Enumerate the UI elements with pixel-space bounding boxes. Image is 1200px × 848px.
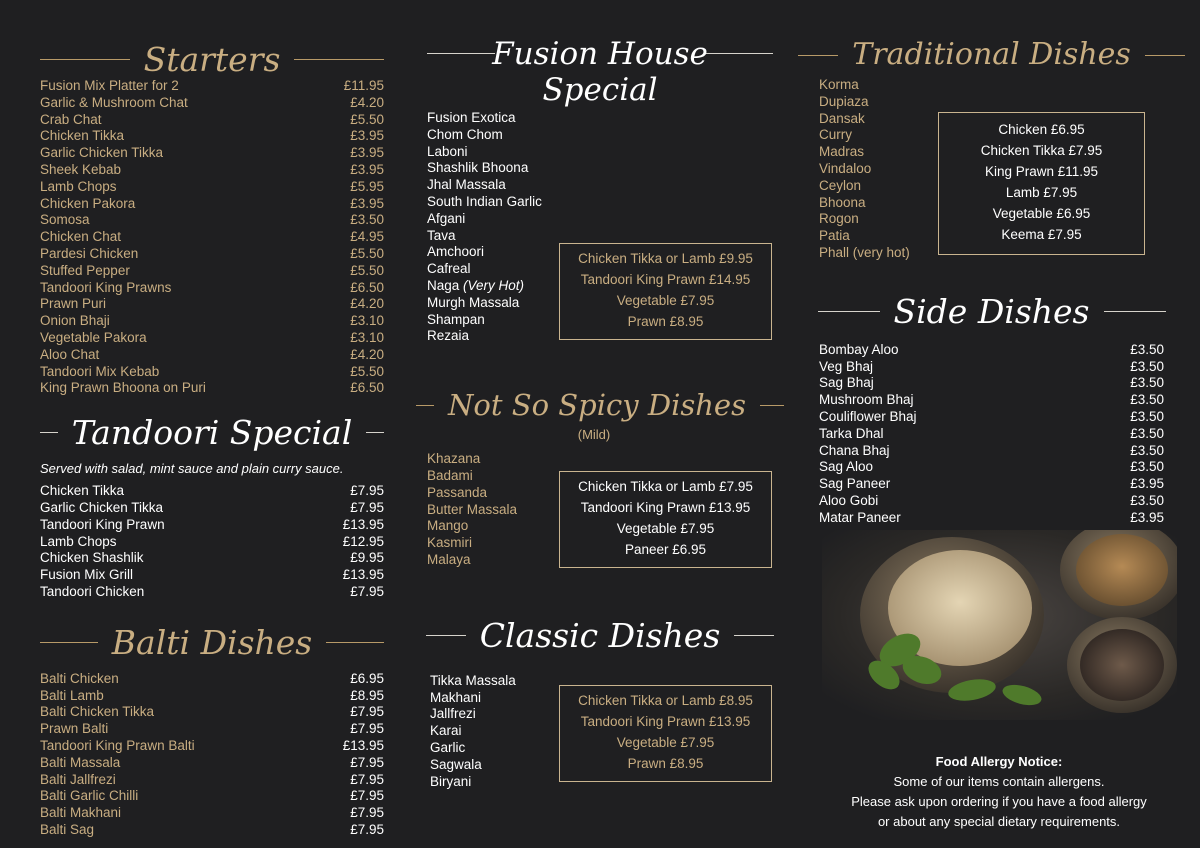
item-name: Chicken Shashlik <box>40 550 144 566</box>
divider <box>40 642 98 643</box>
menu-item: Chom Chom <box>427 126 503 142</box>
fusion-price-box <box>559 243 772 340</box>
menu-item <box>819 459 1164 476</box>
item-name: Sag Paneer <box>819 476 891 492</box>
menu-item: Bhoona <box>819 194 866 210</box>
naga-note: (Very Hot) <box>459 277 525 293</box>
item-price: £3.95 <box>350 128 384 144</box>
section-title: Tandoori Special <box>71 412 353 452</box>
item-price: £3.50 <box>1130 492 1164 508</box>
menu-item <box>819 426 1164 443</box>
item-price: £3.95 <box>350 161 384 177</box>
item-name: Balti Jallfrezi <box>40 771 116 787</box>
item-price: £5.50 <box>350 245 384 261</box>
menu-item: Malaya <box>427 551 471 567</box>
menu-item: Korma <box>819 77 859 92</box>
menu-item: Dansak <box>819 110 865 126</box>
item-name: Garlic & Mushroom Chat <box>40 94 188 110</box>
allergy-line: Please ask upon ordering if you have a food allergy <box>851 794 1147 809</box>
menu-item: Kasmiri <box>427 535 473 551</box>
item-price: £3.50 <box>1130 408 1164 424</box>
menu-item <box>40 128 384 145</box>
menu-item: Garlic <box>430 739 466 755</box>
price-line: Vegetable £7.95 <box>616 293 715 308</box>
divider <box>426 635 466 636</box>
menu-item <box>40 534 384 551</box>
price-line: Tandoori King Prawn £13.95 <box>580 500 751 515</box>
menu-item <box>40 212 384 229</box>
traditional-price-box <box>938 112 1145 255</box>
menu-item: Fusion Exotica <box>427 110 516 125</box>
item-price: £6.50 <box>350 380 384 396</box>
menu-item: Butter Massala <box>427 501 518 517</box>
price-line: Lamb £7.95 <box>1005 185 1078 200</box>
price-line: Tandoori King Prawn £14.95 <box>580 272 751 287</box>
item-price: £3.50 <box>1130 459 1164 475</box>
menu-item: Curry <box>819 127 852 143</box>
menu-item: Murgh Massala <box>427 294 520 310</box>
price-line: King Prawn £11.95 <box>984 164 1099 179</box>
item-name: Garlic Chicken Tikka <box>40 499 164 515</box>
menu-item <box>40 822 384 839</box>
menu-item <box>40 95 384 112</box>
item-name: Crab Chat <box>40 111 102 127</box>
section-title: Balti Dishes <box>111 623 313 663</box>
item-name: Sag Bhaj <box>819 375 874 391</box>
menu-item: Passanda <box>427 484 488 500</box>
sides-heading <box>819 284 1164 340</box>
price-line: Paneer £6.95 <box>624 542 707 557</box>
menu-item <box>40 145 384 162</box>
item-name: Somosa <box>40 212 90 228</box>
item-name: Chicken Tikka <box>40 483 125 499</box>
item-name: Matar Paneer <box>819 509 901 525</box>
allergy-notice <box>818 752 1180 832</box>
item-name: Prawn Balti <box>40 721 109 737</box>
item-price: £7.95 <box>350 788 384 804</box>
item-name: Balti Lamb <box>40 687 104 703</box>
item-price: £5.50 <box>350 111 384 127</box>
item-price: £6.95 <box>350 670 384 686</box>
menu-item: Ceylon <box>819 177 862 193</box>
price-line: Vegetable £7.95 <box>616 735 715 750</box>
menu-item <box>40 500 384 517</box>
not-spicy-price-box <box>559 471 772 568</box>
item-name: Aloo Chat <box>40 346 100 362</box>
item-price: £3.50 <box>1130 392 1164 408</box>
item-price: £5.50 <box>350 262 384 278</box>
menu-item: Vindaloo <box>819 160 872 176</box>
menu-item <box>819 493 1164 510</box>
divider <box>818 311 880 312</box>
menu-item <box>40 280 384 297</box>
menu-item <box>819 510 1164 527</box>
price-line: Keema £7.95 <box>1001 227 1082 242</box>
item-price: £6.50 <box>350 279 384 295</box>
menu-item: Badami <box>427 467 473 483</box>
item-price: £3.50 <box>1130 442 1164 458</box>
menu-item <box>819 392 1164 409</box>
item-name: Balti Chicken <box>40 670 119 686</box>
section-title: Classic Dishes <box>479 616 721 656</box>
item-name: Balti Chicken Tikka <box>40 704 155 720</box>
mild-label: (Mild) <box>577 427 611 443</box>
divider <box>1104 311 1166 312</box>
item-name: Lamb Chops <box>40 533 117 549</box>
divider <box>760 405 784 406</box>
price-line: Chicken £6.95 <box>998 122 1085 137</box>
item-price: £7.95 <box>350 499 384 515</box>
menu-item: Shampan <box>427 311 485 327</box>
item-price: £7.95 <box>350 821 384 837</box>
section-title: Starters <box>143 39 281 79</box>
menu-item <box>40 805 384 822</box>
spice-illustration <box>822 530 1177 720</box>
menu-item: Amchoori <box>427 244 485 260</box>
price-line: Vegetable £7.95 <box>616 521 715 536</box>
menu-item: Naga (Very Hot) <box>427 277 525 293</box>
item-name: Fusion Mix Platter for 2 <box>40 78 179 93</box>
item-name: Tandoori Mix Kebab <box>40 363 160 379</box>
item-price: £13.95 <box>342 737 384 753</box>
price-line: Tandoori King Prawn £13.95 <box>580 714 751 729</box>
balti-list <box>40 671 384 839</box>
item-name: Mushroom Bhaj <box>819 392 914 408</box>
item-name: Fusion Mix Grill <box>40 567 134 583</box>
item-price: £7.95 <box>350 721 384 737</box>
menu-item <box>819 375 1164 392</box>
menu-item <box>819 409 1164 426</box>
menu-item <box>40 584 384 601</box>
item-price: £7.95 <box>350 771 384 787</box>
item-name: Onion Bhaji <box>40 313 110 329</box>
menu-item: Cafreal <box>427 261 471 277</box>
fusion-heading <box>427 32 773 114</box>
menu-item <box>40 162 384 179</box>
item-price: £3.95 <box>1130 509 1164 525</box>
menu-item: Shashlik Bhoona <box>427 160 529 176</box>
classic-price-box <box>559 685 772 782</box>
item-price: £3.50 <box>1130 375 1164 391</box>
spice-bowls-image <box>822 530 1177 720</box>
item-name: Sheek Kebab <box>40 161 122 177</box>
item-price: £7.95 <box>350 805 384 821</box>
item-name: Balti Massala <box>40 754 121 770</box>
menu-item <box>40 704 384 721</box>
section-title-line2: Special <box>542 72 658 108</box>
item-price: £7.95 <box>350 583 384 599</box>
divider <box>1145 55 1185 56</box>
menu-item: Rogon <box>819 211 859 227</box>
item-price: £3.95 <box>1130 476 1164 492</box>
menu-item: Khazana <box>427 451 481 467</box>
menu-item <box>40 347 384 364</box>
item-price: £7.95 <box>350 704 384 720</box>
right-column <box>819 0 1164 527</box>
tandoori-note: Served with salad, mint sauce and plain curry sauce. <box>40 461 344 477</box>
menu-item <box>40 788 384 805</box>
item-price: £8.95 <box>350 687 384 703</box>
tandoori-list <box>40 483 384 601</box>
menu-item: Tava <box>427 227 456 243</box>
price-line: Chicken Tikka or Lamb £8.95 <box>578 693 753 708</box>
item-name: Chicken Chat <box>40 229 122 245</box>
menu-item: Afgani <box>427 210 466 226</box>
item-price: £4.95 <box>350 229 384 245</box>
menu-item: Patia <box>819 228 850 244</box>
item-price: £3.10 <box>350 313 384 329</box>
price-line: Chicken Tikka or Lamb £7.95 <box>578 479 753 494</box>
menu-item <box>819 476 1164 493</box>
menu-item: Makhani <box>430 689 482 705</box>
item-name: Tandoori King Prawn <box>40 516 165 532</box>
item-price: £3.50 <box>1130 341 1164 357</box>
menu-item <box>40 296 384 313</box>
item-price: £4.20 <box>350 346 384 362</box>
sides-list <box>819 342 1164 527</box>
menu-item <box>40 738 384 755</box>
item-name: Tandoori King Prawns <box>40 279 172 295</box>
menu-item: Sagwala <box>430 756 482 772</box>
item-price: £3.50 <box>350 212 384 228</box>
price-line: Prawn £8.95 <box>627 756 704 771</box>
menu-item <box>40 246 384 263</box>
item-name: Tandoori Chicken <box>40 583 145 599</box>
item-name: Pardesi Chicken <box>40 245 139 261</box>
balti-heading <box>40 615 384 671</box>
menu-item <box>40 179 384 196</box>
price-line: Prawn £8.95 <box>627 314 704 329</box>
starters-list <box>40 78 384 397</box>
item-price: £4.20 <box>350 296 384 312</box>
menu-item: Phall (very hot) <box>819 244 910 260</box>
item-price: £12.95 <box>342 533 384 549</box>
item-name: Balti Sag <box>40 821 95 837</box>
item-price: £11.95 <box>343 78 384 93</box>
menu-item: Madras <box>819 144 865 160</box>
item-name: Prawn Puri <box>40 296 107 312</box>
menu-item: Karai <box>430 723 462 739</box>
allergy-line: Some of our items contain allergens. <box>893 774 1105 789</box>
menu-item <box>40 550 384 567</box>
menu-item <box>40 364 384 381</box>
item-price: £13.95 <box>342 516 384 532</box>
item-name: Garlic Chicken Tikka <box>40 145 164 161</box>
item-name: Chicken Tikka <box>40 128 125 144</box>
menu-item: Dupiaza <box>819 93 869 109</box>
item-name: Vegetable Pakora <box>40 329 147 345</box>
menu-item <box>40 483 384 500</box>
menu-item: Jhal Massala <box>427 177 506 193</box>
item-price: £7.95 <box>350 754 384 770</box>
starters-heading <box>40 34 384 84</box>
item-price: £7.95 <box>350 483 384 499</box>
section-title: Side Dishes <box>893 292 1090 332</box>
menu-item <box>40 263 384 280</box>
item-name: King Prawn Bhoona on Puri <box>40 380 206 396</box>
allergy-line: or about any special dietary requirements. <box>877 814 1121 829</box>
menu-item <box>40 567 384 584</box>
menu-item <box>40 330 384 347</box>
menu-item: Biryani <box>430 773 472 789</box>
item-name: Tarka Dhal <box>819 425 884 441</box>
menu-item: Jallfrezi <box>430 706 476 722</box>
divider <box>294 59 384 60</box>
item-price: £3.95 <box>350 145 384 161</box>
item-name: Veg Bhaj <box>819 358 874 374</box>
divider <box>798 55 838 56</box>
item-price: £3.10 <box>350 329 384 345</box>
menu-item <box>40 196 384 213</box>
menu-item <box>819 342 1164 359</box>
divider <box>366 432 384 433</box>
item-price: £3.95 <box>350 195 384 211</box>
item-name: Couliflower Bhaj <box>819 408 917 424</box>
item-name: Chana Bhaj <box>819 442 890 458</box>
price-line: Chicken Tikka £7.95 <box>980 143 1103 158</box>
menu-item <box>819 443 1164 460</box>
left-column <box>40 0 384 839</box>
item-price: £4.20 <box>350 94 384 110</box>
divider <box>734 635 774 636</box>
divider <box>326 642 384 643</box>
item-price: £9.95 <box>350 550 384 566</box>
menu-item <box>819 359 1164 376</box>
item-name: Balti Makhani <box>40 805 122 821</box>
item-name: Chicken Pakora <box>40 195 136 211</box>
section-title: Not So Spicy Dishes <box>448 387 746 422</box>
item-price: £13.95 <box>342 567 384 583</box>
item-name: Balti Garlic Chilli <box>40 788 139 804</box>
item-name: Bombay Aloo <box>819 341 899 357</box>
item-price: £3.50 <box>1130 425 1164 441</box>
item-price: £3.50 <box>1130 358 1164 374</box>
allergy-title: Food Allergy Notice: <box>935 754 1063 769</box>
menu-item: Rezaia <box>427 328 470 344</box>
section-title: Traditional Dishes <box>852 37 1131 72</box>
section-title: Fusion House <box>492 36 708 72</box>
item-name: Sag Aloo <box>819 459 874 475</box>
price-line: Chicken Tikka or Lamb £9.95 <box>578 251 753 266</box>
menu-item <box>40 688 384 705</box>
menu-item <box>40 380 384 397</box>
menu-item: Tikka Massala <box>430 672 516 688</box>
menu-item <box>40 772 384 789</box>
menu-item: Mango <box>427 518 469 534</box>
price-line: Vegetable £6.95 <box>992 206 1091 221</box>
menu-item <box>40 112 384 129</box>
menu-item <box>40 229 384 246</box>
menu-item: Laboni <box>427 143 468 159</box>
menu-item <box>40 313 384 330</box>
menu-item <box>40 755 384 772</box>
item-name: Tandoori King Prawn Balti <box>40 737 195 753</box>
classic-heading <box>427 611 773 661</box>
divider <box>40 59 130 60</box>
not-spicy-heading <box>427 383 773 427</box>
item-price: £5.50 <box>350 363 384 379</box>
item-name: Stuffed Pepper <box>40 262 130 278</box>
divider <box>416 405 434 406</box>
item-name: Lamb Chops <box>40 178 117 194</box>
tandoori-heading <box>40 405 384 459</box>
item-price: £5.95 <box>350 178 384 194</box>
menu-item <box>40 671 384 688</box>
menu-item <box>40 517 384 534</box>
divider <box>40 432 58 433</box>
menu-item: South Indian Garlic <box>427 193 542 209</box>
middle-column <box>427 0 773 790</box>
item-name: Aloo Gobi <box>819 492 879 508</box>
menu-item <box>40 721 384 738</box>
traditional-heading <box>819 30 1164 80</box>
